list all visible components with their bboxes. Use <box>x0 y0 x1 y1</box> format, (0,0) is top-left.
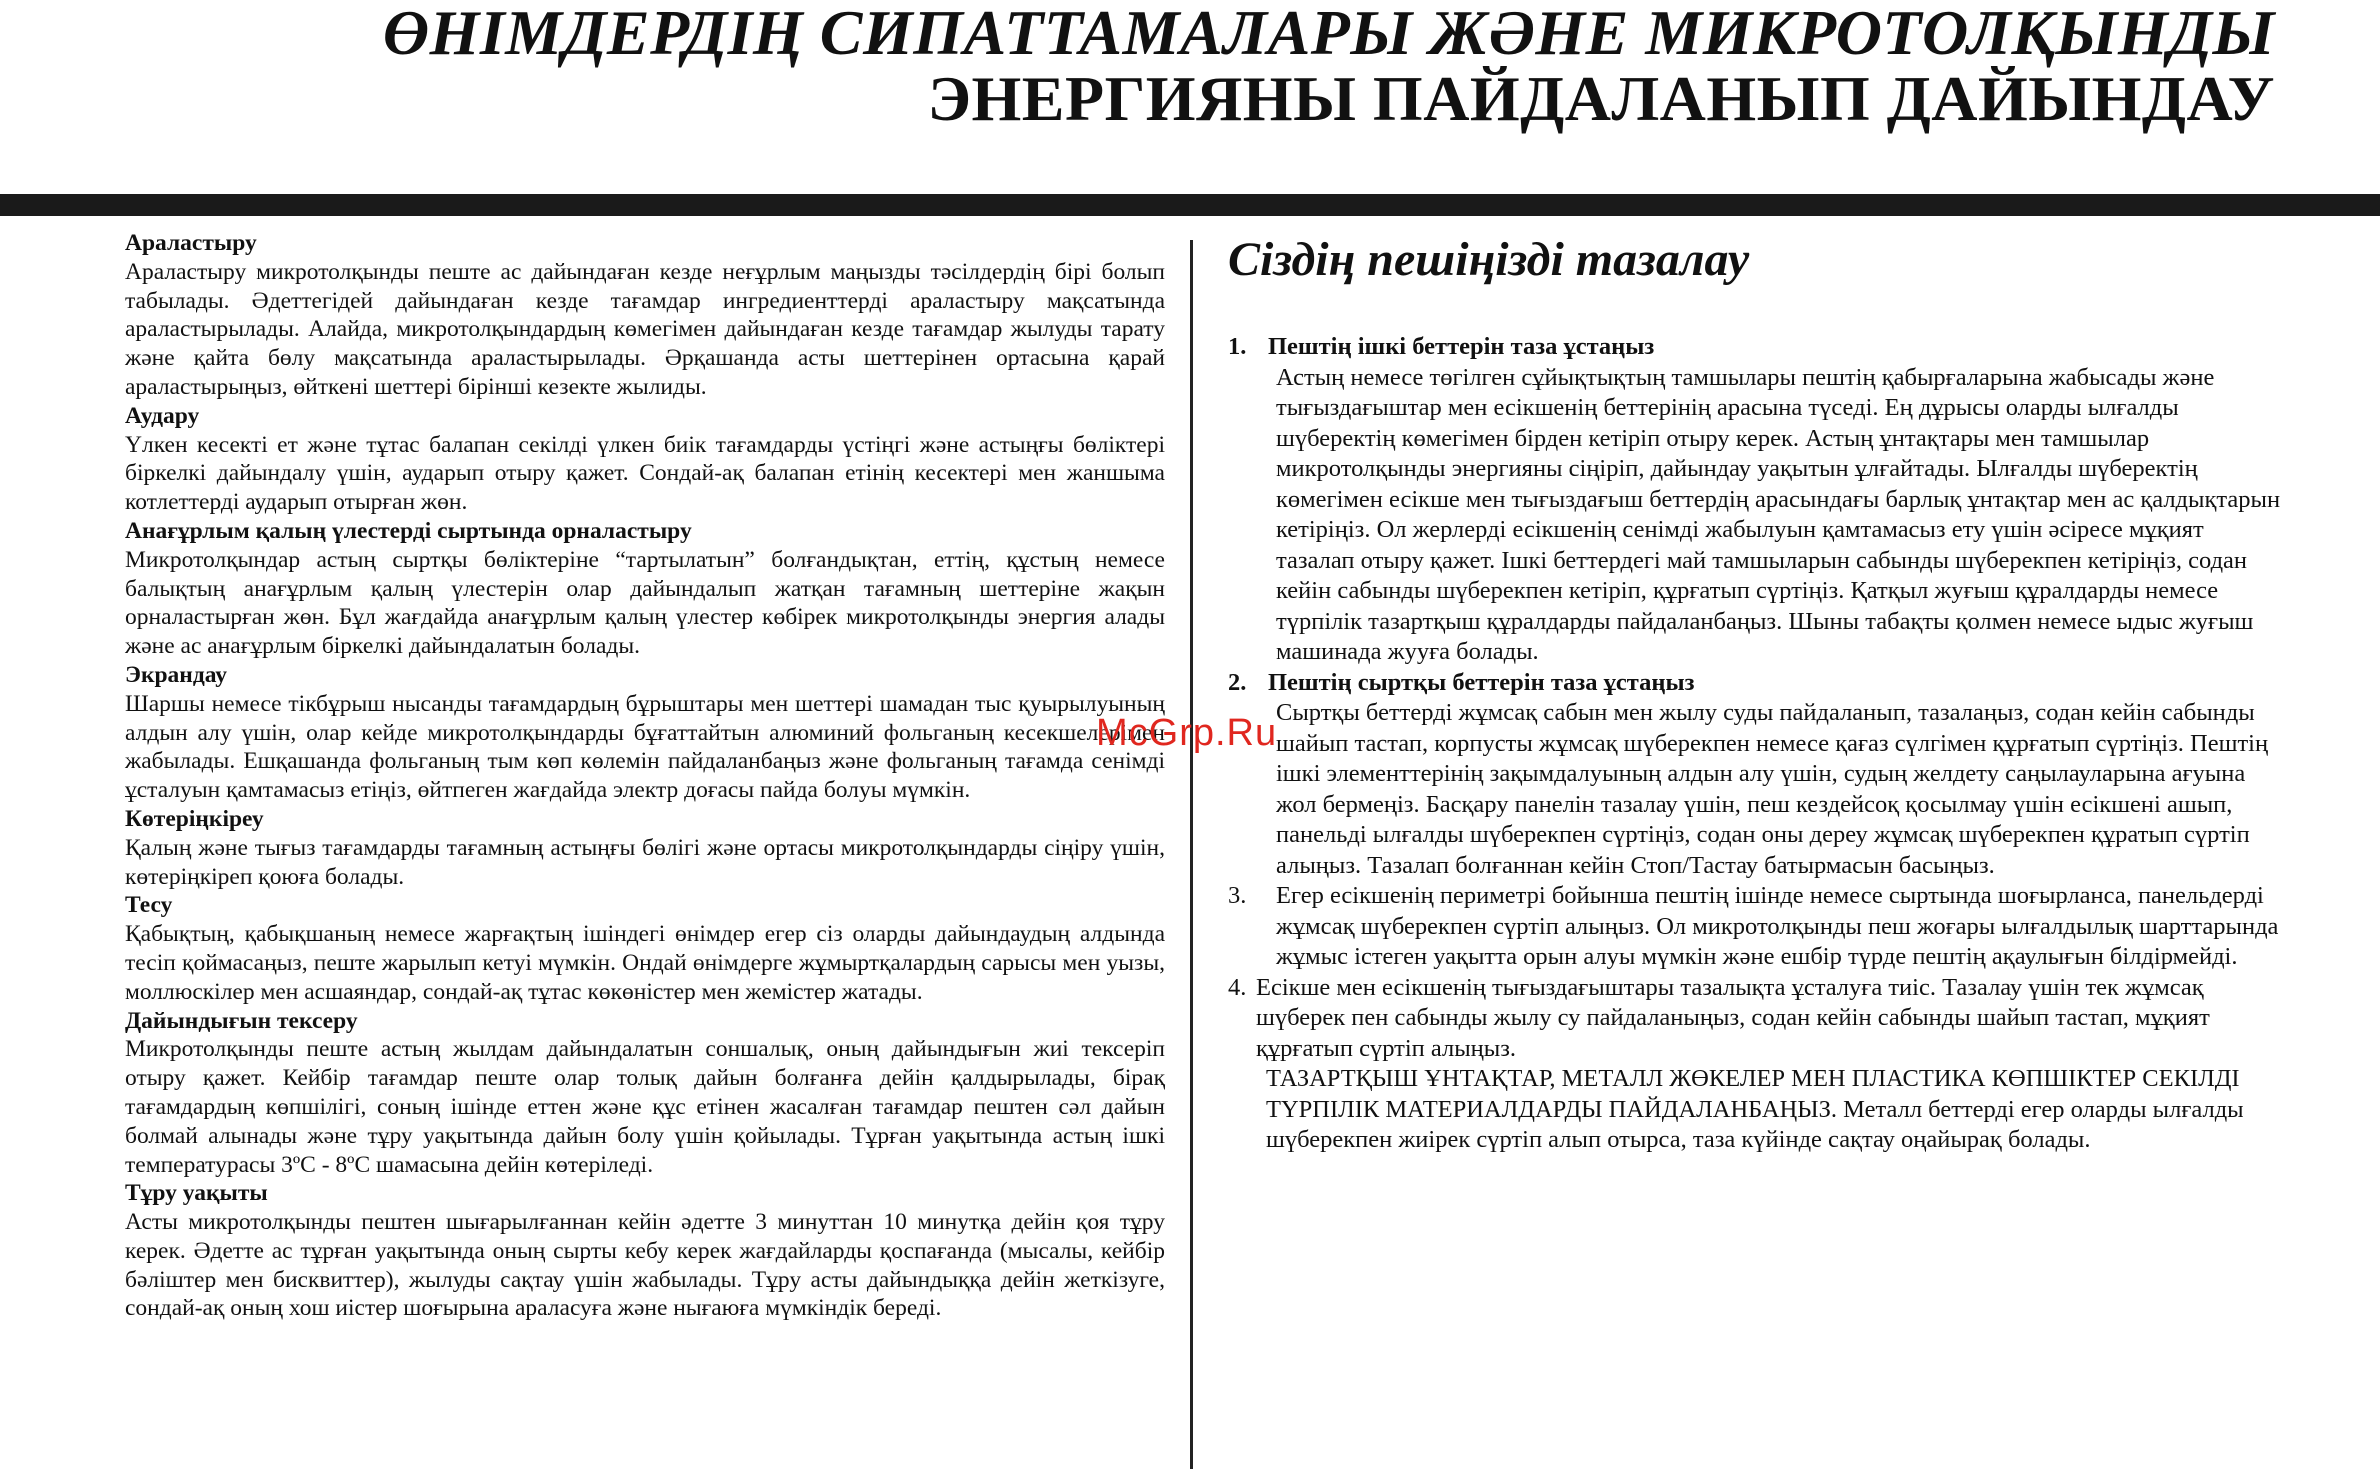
left-column <box>125 229 1165 1323</box>
column-divider <box>1190 240 1193 1469</box>
section-heading: Тұру уақыты <box>125 1180 268 1207</box>
cleaning-title: Сіздің пешіңізді тазалау <box>1228 233 1750 286</box>
section-mixing <box>125 229 1165 402</box>
section-body: Қалың және тығыз тағамдарды тағамның астыңғы бөлігі және ортасы микротолқындарды сіңіру үшін, көтеріңкіреп қоюға болады. <box>125 834 1165 890</box>
section-heading: Дайындығын тексеру <box>125 1007 358 1034</box>
section-body: Микротолқынды пеште астың жылдам дайындалатын соншалық, оның дайындығын жиі тексеріп отыру қажет. Кейбір тағамдар пеште олар толық дайын болғанға дейін қалдырылады, бірақ тағамдардың көпшілігі, соның ішінде еттен және құс етінен жасалған тағамдар пештен сәл дайын болмай алынады және тұру уақытында дайын болу үшін қойылады. Тұрған уақытында астың ішкі температурасы 3ºС - 8ºС шамасына дейін көтеріледі. <box>125 1036 1165 1178</box>
page-title <box>383 0 2275 132</box>
item-body: Есікше мен есікшенің тығыздағыштары тазалықта ұсталуға тиіс. Тазалау үшін тек жұмсақ шүберек пен сабынды жылу су пайдаланыңыз, содан кейін сабынды шайып тастап, мұқият құрғатып сүртіп алыңыз. <box>1256 973 2210 1062</box>
section-arranging <box>125 517 1165 661</box>
section-body: Қабықтың, қабықшаның немесе жарғақтың ішіндегі өнімдер егер сіз оларды дайындаудың алдында тесіп қоймасаңыз, пеште жарылып кетуі мүмкін. Ондай өнімдерге жұмыртқалардың сарысы мен уызы, моллюскілер мен асшаяндар, сондай-ақ тұтас көкөністер мен жемістер жатады. <box>125 921 1165 1005</box>
section-standing-time <box>125 1179 1165 1323</box>
right-column <box>1228 232 2288 1156</box>
section-shielding <box>125 661 1165 805</box>
section-body: Асты микротолқынды пештен шығарылғаннан кейін әдетте 3 минуттан 10 минутқа дейін қоя тұру керек. Әдетте ас тұрған уақытында оның сырты кебу керек жағдайларды қоспағанда (мысалы, кейбір бәліштер мен бисквиттер), жылуды сақтау үшін жабылады. Тұру асты дайындыққа дейін жеткізуге, сондай-ақ оның хош иістер шоғырына араласуға және нығаюға мүмкіндік береді. <box>125 1209 1165 1322</box>
item-body: Астың немесе төгілген сұйықтықтың тамшылары пештің қабырғаларына жабысады және тығыздағыштар мен есікшенің беттерінің арасына түседі. Ең дұрысы оларды ылғалды шүберектің көмегімен бірден кетіріп отыру керек. Астың ұнтақтары мен тамшылар микротолқынды энергияны сіңіріп, дайындау уақытын ұлғайтады. Ылғалды шүберектің көмегімен есікше мен тығыздағыш беттердің арасындағы барлық ұнтақтар мен ас қалдықтарын кетіріңіз. Ол жерлерді есікшенің сенімді жабылуын қамтамасыз ету үшін әсіресе мұқият тазалап отыру қажет. Ішкі беттердегі май тамшыларын сабынды шүберекпен кетіріңіз, содан кейін сабынды шүберекпен кетіріп, құрғатып сүртіңіз. Қатқыл жуғыш құралдарды немесе түрпілік тазартқыш құралдарды пайдаланбаңыз. Шыны табақты қолмен немесе ыдыс жуғыш машинада жууға болады. <box>1276 363 2281 665</box>
cleaning-item-1 <box>1228 332 2288 668</box>
item-number: 3. <box>1228 882 1247 909</box>
item-number: 1. <box>1228 333 1247 360</box>
section-heading: Араластыру <box>125 230 257 256</box>
cleaning-item-3 <box>1228 881 2288 973</box>
section-body: Үлкен кесекті ет және тұтас балапан секілді үлкен биік тағамдарды үстіңгі және астыңғы бөліктері біркелкі дайындалу үшін, аударып отыру қажет. Сондай-ақ балапан етінің кесектері мен жаншыма котлеттерді аударып отырған жөн. <box>125 431 1165 516</box>
item-heading: Пештің ішкі беттерін таза ұстаңыз <box>1268 333 1655 360</box>
section-elevating <box>125 805 1165 891</box>
section-body: Микротолқындар астың сыртқы бөліктеріне “тартылатын” болғандықтан, еттің, құстың немесе балықтың анағұрлым қалың үлестерін олар дайындалып жатқан тағамның шеттеріне жақын орналастырған жөн. Бұл жағдайда анағұрлым қалың үлестер көбірек микротолқынды энергия алады және ас анағұрлым біркелкі дайындалатын болады. <box>125 546 1165 660</box>
page-title-line-2: ЭНЕРГИЯНЫ ПАЙДАЛАНЫП ДАЙЫНДАУ <box>927 63 2275 134</box>
section-doneness <box>125 1007 1165 1180</box>
section-turning <box>125 402 1165 517</box>
item-body: Сыртқы беттерді жұмсақ сабын мен жылу суды пайдаланып, тазалаңыз, содан кейін сабынды шайып тастап, корпусты жұмсақ шүберекпен немесе қағаз сүлгімен құрғатып сүртіңіз. Пештің ішкі элементтерінің зақымдалуының алдын алу үшін, судың желдету саңылауларына ағуына жол бермеңіз. Басқару панелін тазалау үшін, пеш кездейсоқ қосылмау үшін есікшені ашып, панельді ылғалды шүберекпен сүртіңіз, содан оны дереу жұмсақ шүберекпен құратып сүртіп алыңыз. Тазалап болғаннан кейін Стоп/Тастау батырмасын басыңыз. <box>1276 699 2269 879</box>
item-heading: Пештің сыртқы беттерін таза ұстаңыз <box>1268 668 1695 696</box>
header-rule <box>0 194 2380 216</box>
section-body: Шаршы немесе тікбұрыш нысанды тағамдардың бұрыштары мен шеттері шамадан тыс қуырылуының алдын алу үшін, олар кейде микротолқындарды бұғаттайтын алюминий фольганың кесекшелерімен жабылады. Ешқашанда фольганың тым көп көлемін пайдаланбаңыз және фольганың тағамда сенімді ұсталуын қамтамасыз етіңіз, өйтпеген жағдайда электр доғасы пайда болуы мүмкін. <box>125 690 1165 804</box>
section-heading: Тесу <box>125 892 173 919</box>
section-heading: Көтеріңкіреу <box>125 805 264 832</box>
item-body-after: Металл беттерді егер оларды ылғалды шүберекпен жиірек сүртіп алып отырса, таза күйінде сақтау оңайырақ болады. <box>1266 1095 2244 1153</box>
section-piercing <box>125 891 1165 1006</box>
section-heading: Аудару <box>125 402 200 429</box>
item-number: 2. <box>1228 668 1247 696</box>
item-warning: ТАЗАРТҚЫШ ҰНТАҚТАР, МЕТАЛЛ ЖӨКЕЛЕР МЕН ПЛАСТИКА КӨПШІКТЕР СЕКІЛДІ ТҮРПІЛІК МАТЕРИАЛДАРДЫ ПАЙДАЛАНБАҢЫЗ. <box>1266 1065 2240 1123</box>
item-number: 4. <box>1228 973 1247 1001</box>
section-heading: Экрандау <box>125 661 228 688</box>
section-body: Араластыру микротолқынды пеште ас дайындаған кезде неғұрлым маңызды тәсілдердің бірі болып табылады. Әдеттегідей дайындаған кезде тағамдар ингредиенттерді араластыру мақсатында араластырылады. Алайда, микротолқындардың көмегімен дайындаған кезде тағамдар жылуды тарату және қайта бөлу мақсатында араластырылады. Әрқашанда асты шеттерінен ортасына қарай араластырыңыз, өйткені шеттері бірінші кезекте жылиды. <box>125 258 1165 400</box>
cleaning-item-2 <box>1228 668 2288 882</box>
watermark-text: McGrp.Ru <box>1096 712 1278 754</box>
section-heading: Анағұрлым қалың үлестерді сыртында орналастыру <box>125 517 692 544</box>
item-body: Егер есікшенің периметрі бойынша пештің ішінде немесе сыртында шоғырланса, панельдерді жұмсақ шүберекпен сүртіп алыңыз. Ол микротолқынды пеш жоғары ылғалдылық шарттарында жұмыс істеген уақытта орын алуы мүмкін және ешбір түрде пештің ақаулығын білдірмейді. <box>1276 882 2279 970</box>
cleaning-item-4 <box>1228 973 2288 1156</box>
page-title-line-1: ӨНІМДЕРДІҢ СИПАТТАМАЛАРЫ ЖӘНЕ МИКРОТОЛҚЫНДЫ <box>382 0 2275 68</box>
